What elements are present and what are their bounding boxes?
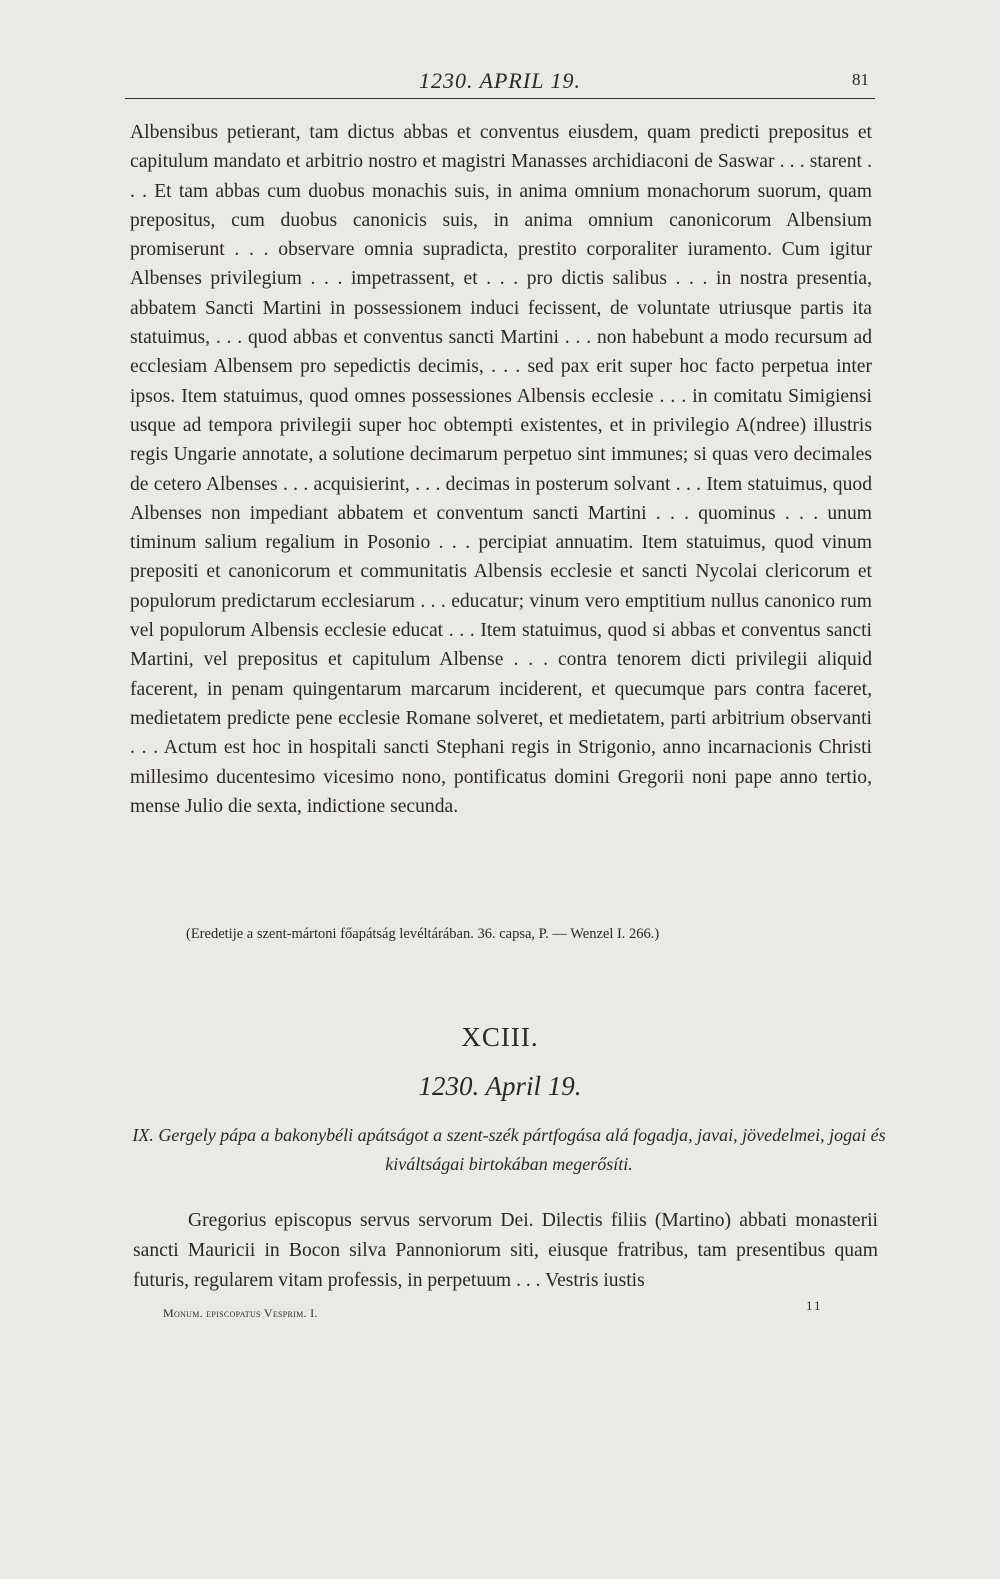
document-date: 1230. April 19. xyxy=(418,1071,582,1101)
source-note: (Eredetije a szent-mártoni főapátság levéltárában. 36. capsa, P. — Wenzel I. 266.) xyxy=(186,926,660,942)
charter-text-xcii: Albensibus petierant, tam dictus abbas et conventus eiusdem, quam predicti prepositus et capitulum mandato et arbitrio nostro et magistri Manasses archidiaconi de Saswar . . . starent . . . Et tam abbas cum duobus monachis suis, in anima omnium monachorum suorum, quam prepositus, cum duobus canonicis suis, in anima omnium canonicorum Albensium promiserunt . . . observare omnia supradicta, prestito corporaliter iuramento. Cum igitur Albenses privilegium . . . impetrassent, et . . . pro dictis salibus . . . in nostra presentia, abbatem Sancti Martini in possessionem induci fecissent, de voluntate utriusque partis ita statuimus, . . . quod abbas et conventus sancti Martini . . . non habebunt a modo recursum ad ecclesiam Albensem pro sepedictis decimis, . . . sed pax erit super hoc facto perpetua inter ipsos. Item statuimus, quod omnes possessiones Albensis ecclesie . . . in comitatu Simigiensi usque ad tempora privilegii super hoc obtempti existentes, et in privilegio A(ndree) illustris regis Ungarie annotate, a solutione decimarum perpetuo sint immunes; si quas vero decimales de cetero Albenses . . . acquisierint, . . . decimas in posterum solvant . . . Item statuimus, quod Albenses non impediant abbatem et conventum sancti Martini . . . quominus . . . unum timinum salium regalium in Posonio . . . percipiat annuatim. Item statuimus, quod vinum prepositi et canonicorum et communitatis Albensis ecclesie et sancti Nycolai clericorum et populorum predictarum ecclesiarum . . . educatur; vinum vero emptitium nullus canonico rum vel populorum Albensis ecclesie educat . . . Item statuimus, quod si abbas et conventus sancti Martini, vel prepositus et capitulum Albense . . . contra tenorem dicti privilegii aliquid facerent, in penam quingentarum marcarum inciderent, et quecumque pars contra faceret, medietatem predicte pene ecclesie Romane solveret, et medietatem, parti arbitrium observanti . . . Actum est hoc in hospitali sancti Stephani regis in Strigonio, anno incarnacionis Christi millesimo ducentesimo vicesimo nono, pontificatus domini Gregorii noni pape anno tertio, mense Julio die sexta, indictione secunda. xyxy=(130,122,872,817)
signature-mark: Monum. episcopatus Vesprim. I. xyxy=(163,1306,318,1320)
page-number: 81 xyxy=(852,70,869,89)
running-header-date: 1230. APRIL 19. xyxy=(418,68,582,93)
sheet-number: 11 xyxy=(806,1298,823,1313)
document-number: XCIII. xyxy=(461,1022,539,1052)
document-summary: IX. Gergely pápa a bakonybéli apátságot a szent-szék pártfogása alá fogadja, javai, jövedelmei, jogai és kiváltságai birtokában megerősíti. xyxy=(132,1125,886,1174)
charter-text-xciii: Gregorius episcopus servus servorum Dei. Dilectis filiis (Martino) abbati monasterii sancti Mauricii in Bocon silva Pannoniorum siti, eiusque fratribus, tam presentibus quam futuris, regularem vitam professis, in perpetuum . . . Vestris iustis xyxy=(133,1210,878,1291)
running-header xyxy=(125,66,875,99)
